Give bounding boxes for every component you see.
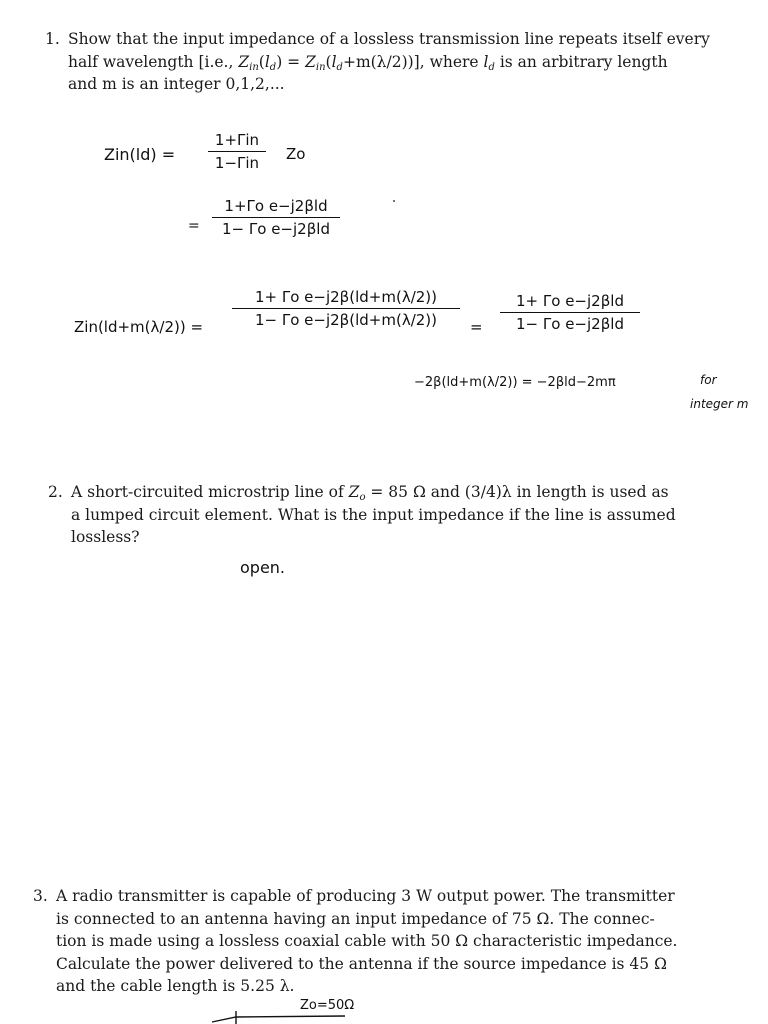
problem-number: 3. bbox=[33, 887, 48, 905]
answer-3-text: Zo=50Ω bbox=[300, 998, 355, 1013]
problem-line: a lumped circuit element. What is the input impedance if the line is assumed bbox=[71, 505, 676, 524]
fraction-numerator: 1+ Γo e−j2β(ld+m(λ/2)) bbox=[254, 288, 437, 306]
fraction-numerator: 1+ Γo e−j2βld bbox=[516, 292, 624, 310]
problem-line: and m is an integer 0,1,2,... bbox=[68, 75, 285, 93]
problem-line: Show that the input impedance of a lossless transmission line repeats itself every bbox=[68, 30, 710, 48]
problem-line: and the cable length is 5.25 λ. bbox=[56, 977, 295, 995]
problem-line: tion is made using a lossless coaxial cable with 50 Ω characteristic impedance. bbox=[56, 932, 678, 950]
answer-1-note-side: for bbox=[700, 373, 717, 387]
problem-line: A radio transmitter is capable of producing 3 W output power. The transmitter bbox=[56, 887, 675, 905]
fraction-denominator: 1− Γo e−j2βld bbox=[516, 315, 624, 333]
problem-number: 1. bbox=[45, 30, 60, 48]
answer-1-eq1-lhs: Zin(ld) = bbox=[104, 145, 176, 164]
fraction-denominator: 1− Γo e−j2βld bbox=[222, 220, 330, 238]
answer-2-text: open. bbox=[240, 558, 286, 577]
answer-1-eq3-lhs: Zin(ld+m(λ/2)) = bbox=[74, 318, 204, 336]
problem-line: is connected to an antenna having an input impedance of 75 Ω. The connec- bbox=[56, 909, 655, 928]
fraction-numerator: 1+Γin bbox=[214, 131, 260, 149]
problem-line: A short-circuited microstrip line of $Z_o = 85$ Ω and (3/4)λ in length is used as bbox=[71, 483, 669, 503]
answer-1-eq2-equals: = bbox=[188, 218, 200, 234]
problem-line: Calculate the power delivered to the antenna if the source impedance is 45 Ω bbox=[56, 954, 667, 973]
answer-1-note: −2β(ld+m(λ/2)) = −2βld−2mπ bbox=[414, 375, 616, 390]
answer-1-eq3-equals: = bbox=[470, 318, 483, 336]
fraction-denominator: 1− Γo e−j2β(ld+m(λ/2)) bbox=[254, 311, 437, 329]
problem-line: lossless? bbox=[71, 528, 140, 546]
fraction-numerator: 1+Γo e−j2βld bbox=[224, 197, 328, 215]
problem-number: 2. bbox=[48, 483, 63, 501]
answer-1-note-side: integer m bbox=[690, 397, 749, 411]
answer-1-eq1-factor: Zo bbox=[286, 145, 306, 163]
problem-line: half wavelength [i.e., $Z_{in}(l_d) = Z_{in}(l_d+m(\lambda/2))$], where $l_d$ is an arbitrary length bbox=[68, 52, 668, 73]
sketch-stroke bbox=[212, 1016, 345, 1022]
fraction-denominator: 1−Γin bbox=[214, 154, 260, 172]
